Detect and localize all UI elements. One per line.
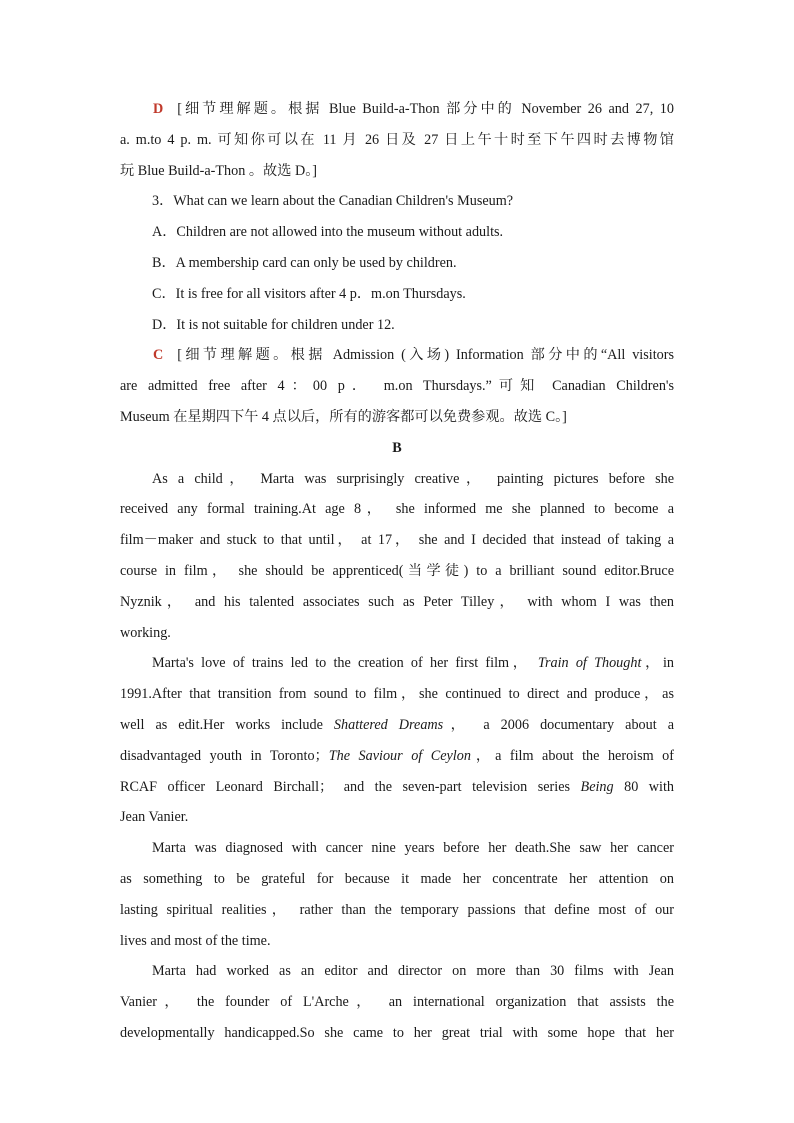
paragraph-line: developmentally handicapped.So she came to her great trial with some hope that her <box>120 1024 674 1041</box>
paragraph-line: lasting spiritual realities， rather than the temporary passions that define most of our <box>120 901 674 918</box>
section-heading: B <box>392 439 402 456</box>
paragraph-line <box>120 772 674 803</box>
q2-explanation-line: a. m.to 4 p. m. 可知你可以在 11 月 26 日及 27 日上午十时至下午四时去博物馆 <box>120 131 674 148</box>
option-a: A．Children are not allowed into the museum without adults. <box>152 224 504 241</box>
paragraph-line: working. <box>120 624 171 641</box>
q3-explanation-line <box>120 340 674 371</box>
text-run: 80 with <box>624 778 675 795</box>
text-run: ， a 2006 documentary about a <box>443 716 675 733</box>
film-title: The Saviour of Ceylon <box>328 747 471 764</box>
paragraph-line: Jean Vanier. <box>120 809 189 826</box>
paragraph-line: Marta had worked as an editor and director on more than 30 films with Jean <box>152 963 674 980</box>
text-run: RCAF officer Leonard Birchall； and the seven-part television series <box>120 778 571 795</box>
film-title: Train of Thought <box>537 655 642 672</box>
paragraph-line <box>120 710 674 741</box>
paragraph-line: film－maker and stuck to that until， at 17， she and I decided that instead of taking a <box>120 532 674 549</box>
q2-explanation-line: 玩 Blue Build-a-Thon 。故选 D。] <box>120 162 318 179</box>
film-title: Shattered Dreams <box>333 716 444 733</box>
paragraph-line: As a child， Marta was surprisingly creative， painting pictures before she <box>152 470 674 487</box>
text-run: ，in <box>641 655 674 672</box>
explanation-text: [细节理解题。根据 Blue Build-a-Thon 部分中的 November 26 and 27, 10 <box>177 101 674 117</box>
paragraph-line <box>120 648 674 679</box>
question-3: 3．What can we learn about the Canadian Children's Museum? <box>152 193 514 210</box>
answer-letter: D <box>153 101 164 117</box>
option-c: C．It is free for all visitors after 4 p．m.on Thursdays. <box>152 285 466 302</box>
answer-letter: C <box>153 347 164 364</box>
series-title: Being <box>580 778 614 795</box>
q2-explanation-line <box>120 94 674 125</box>
paragraph-line: received any formal training.At age 8， she informed me she planned to become a <box>120 501 674 518</box>
q3-explanation-line: Museum 在星期四下午 4 点以后，所有的游客都可以免费参观。故选 C。] <box>120 408 567 425</box>
paragraph-line: lives and most of the time. <box>120 932 271 949</box>
paragraph-line: course in film， she should be apprenticed(当学徒) to a brilliant sound editor.Bruce <box>120 562 674 579</box>
explanation-text: [细节理解题。根据 Admission (入场) Information 部分中的“All visitors <box>177 347 674 364</box>
text-run: disadvantaged youth in Toronto； <box>120 747 329 764</box>
paragraph-line: 1991.After that transition from sound to film，she continued to direct and produce，as <box>120 686 674 703</box>
paragraph-line <box>120 741 674 772</box>
paragraph-line: Vanier， the founder of L'Arche， an international organization that assists the <box>120 994 674 1011</box>
text-run: well as edit.Her works include <box>120 716 323 733</box>
paragraph-line: as something to be grateful for because it made her concentrate her attention on <box>120 870 674 887</box>
q3-explanation-line: are admitted free after 4：00 p． m.on Thursdays.”可知 Canadian Children's <box>120 378 674 395</box>
paragraph-line: Marta was diagnosed with cancer nine years before her death.She saw her cancer <box>152 840 674 857</box>
option-d: D．It is not suitable for children under 12. <box>152 316 395 333</box>
text-run: Marta's love of trains led to the creation of her first film， <box>152 655 531 672</box>
paragraph-line: Nyznik， and his talented associates such as Peter Tilley， with whom I was then <box>120 593 674 610</box>
option-b: B．A membership card can only be used by children. <box>152 254 457 271</box>
text-run: ，a film about the heroism of <box>470 747 675 764</box>
